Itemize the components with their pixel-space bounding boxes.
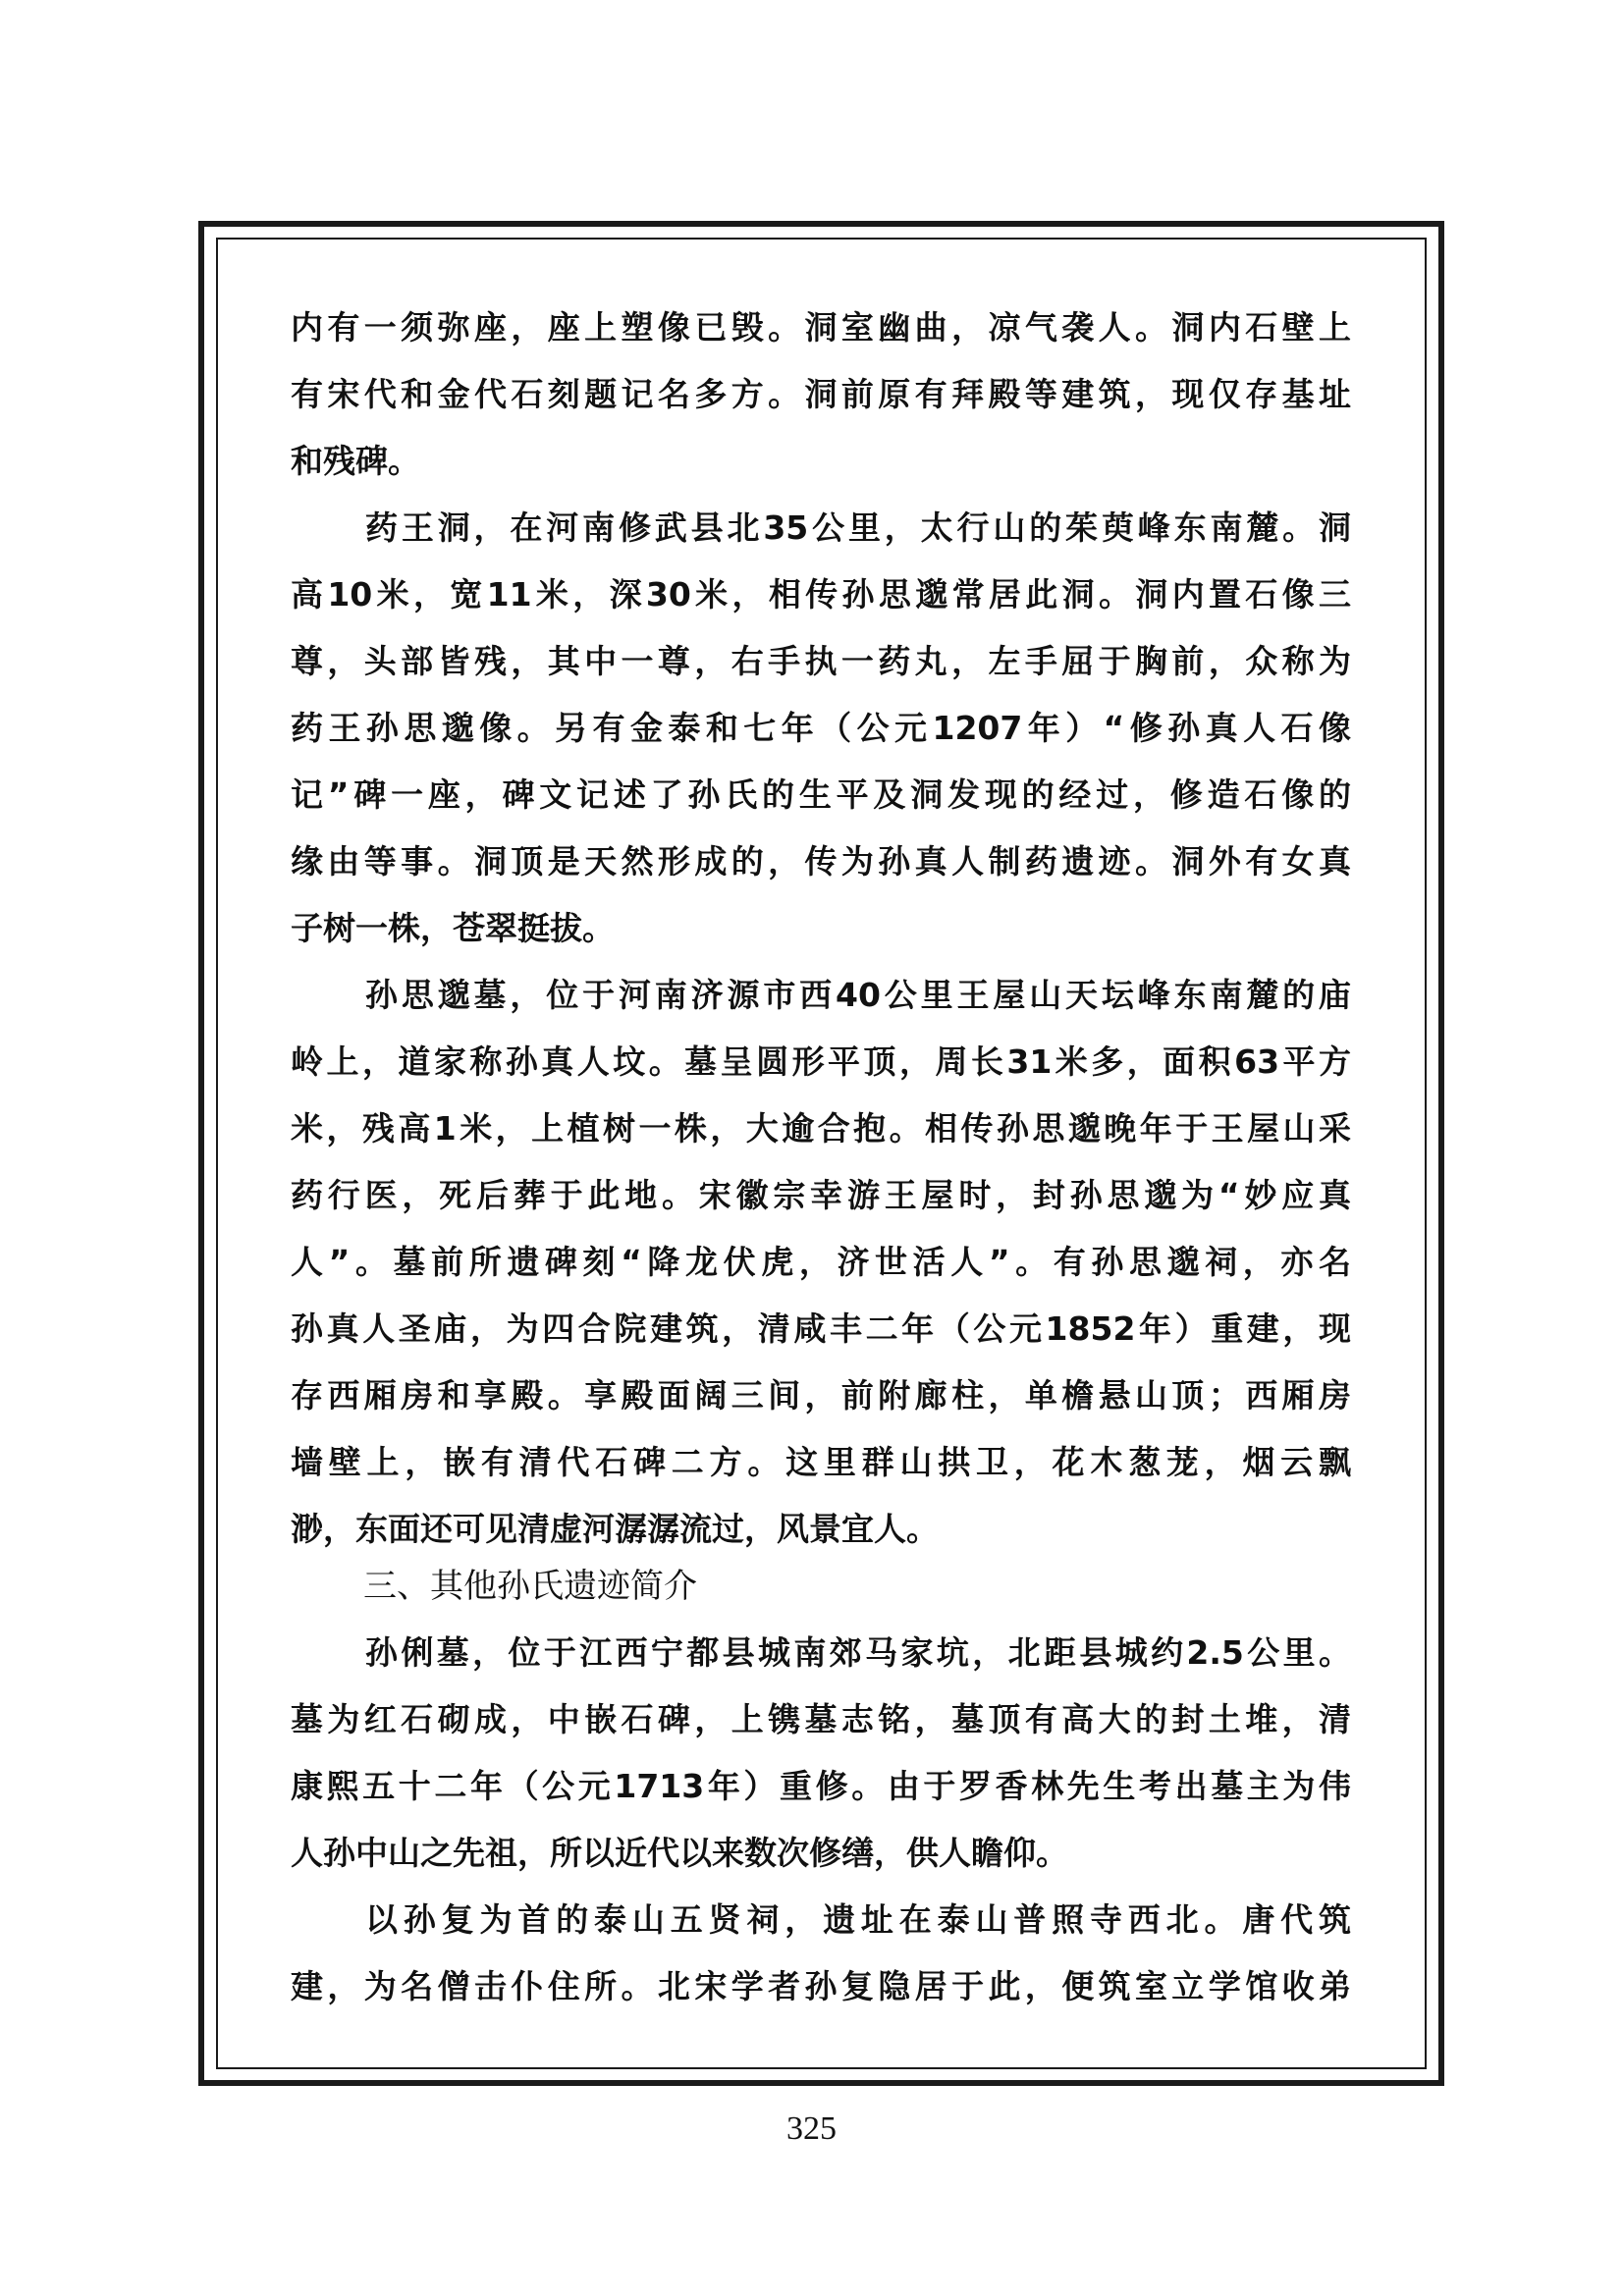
text-line: 尊，头部皆残，其中一尊，右手执一药丸，左手屈于胸前，众称为 [291, 642, 1351, 680]
text-line: 子树一株，苍翠挺拔。 [291, 909, 615, 947]
text-line: 药行医，死后葬于此地。宋徽宗幸游王屋时，封孙思邈为“妙应真 [291, 1176, 1351, 1214]
text-line: 孙俐墓，位于江西宁都县城南郊马家坑，北距县城约2.5公里。 [365, 1633, 1351, 1672]
text-line: 和残碑。 [291, 442, 420, 480]
text-line: 建，为名僧击仆住所。北宋学者孙复隐居于此，便筑室立学馆收弟 [291, 1967, 1351, 2005]
text-line: 缘由等事。洞顶是天然形成的，传为孙真人制药遗迹。洞外有女真 [291, 842, 1351, 881]
text-line: 药王孙思邈像。另有金泰和七年（公元1207年）“修孙真人石像 [291, 709, 1351, 747]
text-line: 高10米，宽11米，深30米，相传孙思邈常居此洞。洞内置石像三 [291, 575, 1351, 614]
text-line: 有宋代和金代石刻题记名多方。洞前原有拜殿等建筑，现仅存基址 [291, 375, 1351, 413]
text-line: 康熙五十二年（公元1713年）重修。由于罗香林先生考出墓主为伟 [291, 1767, 1351, 1805]
text-line: 米，残高1米，上植树一株，大逾合抱。相传孙思邈晚年于王屋山采 [291, 1109, 1351, 1148]
text-line: 人”。墓前所遗碑刻“降龙伏虎，济世活人”。有孙思邈祠，亦名 [291, 1243, 1351, 1281]
text-line: 渺，东面还可见清虚河潺潺流过，风景宜人。 [291, 1510, 939, 1548]
text-line: 孙真人圣庙，为四合院建筑，清咸丰二年（公元1852年）重建，现 [291, 1309, 1351, 1348]
text-line: 孙思邈墓，位于河南济源市西40公里王屋山天坛峰东南麓的庙 [365, 976, 1351, 1014]
page-number: 325 [786, 2110, 837, 2147]
text-line: 墙壁上，嵌有清代石碑二方。这里群山拱卫，花木葱茏，烟云飘 [291, 1443, 1351, 1481]
text-line: 药王洞，在河南修武县北35公里，太行山的茱萸峰东南麓。洞 [365, 508, 1351, 547]
section-heading: 三、其他孙氏遗迹简介 [363, 1567, 697, 1606]
text-line: 人孙中山之先祖，所以近代以来数次修缮，供人瞻仰。 [291, 1834, 1068, 1872]
text-line: 内有一须弥座，座上塑像已毁。洞室幽曲，凉气袭人。洞内石壁上 [291, 308, 1351, 347]
text-line: 岭上，道家称孙真人坟。墓呈圆形平顶，周长31米多，面积63平方 [291, 1042, 1351, 1081]
text-line: 以孙复为首的泰山五贤祠，遗址在泰山普照寺西北。唐代筑 [365, 1900, 1351, 1939]
text-line: 墓为红石砌成，中嵌石碑，上镌墓志铭，墓顶有高大的封土堆，清 [291, 1700, 1351, 1738]
text-line: 记”碑一座，碑文记述了孙氏的生平及洞发现的经过，修造石像的 [291, 775, 1351, 814]
text-line: 存西厢房和享殿。享殿面阔三间，前附廊柱，单檐悬山顶；西厢房 [291, 1376, 1351, 1415]
